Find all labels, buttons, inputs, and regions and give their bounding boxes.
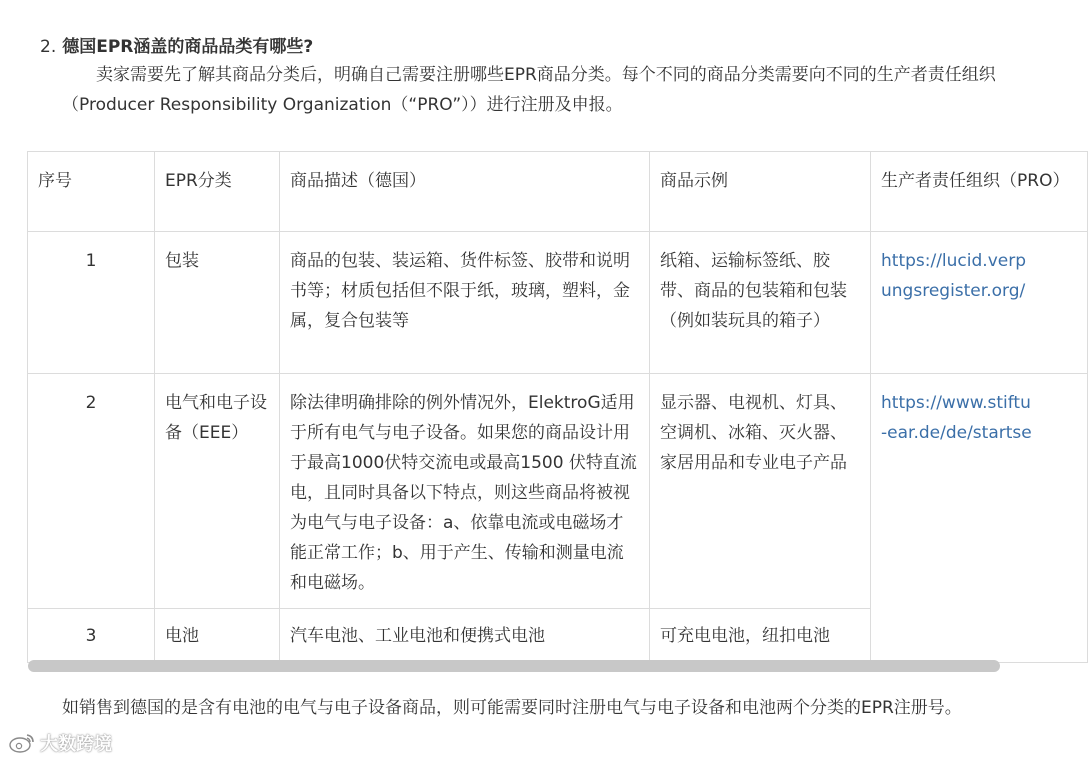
- header-cell-pro: 生产者责任组织（PRO）: [871, 152, 1088, 232]
- table-scroll-container[interactable]: [27, 151, 1070, 657]
- footer-note: 如销售到德国的是含有电池的电气与电子设备商品，则可能需要同时注册电气与电子设备和电池两个分类的EPR注册号。: [62, 698, 962, 718]
- row-examples: 显示器、电视机、灯具、空调机、冰箱、灭火器、家居用品和专业电子产品: [650, 374, 871, 609]
- brand-watermark: [8, 730, 112, 756]
- row-number: 2: [28, 374, 155, 609]
- row-examples: 纸箱、运输标签纸、胶带、商品的包装箱和包装（例如装玩具的箱子）: [650, 232, 871, 374]
- row-description: 汽车电池、工业电池和便携式电池: [280, 609, 650, 663]
- row-category: 包装: [155, 232, 280, 374]
- header-cell-examples: 商品示例: [650, 152, 871, 232]
- row-pro-link[interactable]: [871, 374, 1088, 663]
- row-description: 商品的包装、装运箱、货件标签、胶带和说明书等；材质包括但不限于纸，玻璃，塑料，金属，复合包装等: [280, 232, 650, 374]
- row-examples: 可充电电池，纽扣电池: [650, 609, 871, 663]
- horizontal-scrollbar[interactable]: [28, 660, 1000, 672]
- header-cell-no: 序号: [28, 152, 155, 232]
- row-number: 3: [28, 609, 155, 663]
- row-category: 电气和电子设备（EEE）: [155, 374, 280, 609]
- weibo-logo-icon: [8, 732, 36, 754]
- row-number: 1: [28, 232, 155, 374]
- section-heading: [40, 32, 313, 57]
- table-row: [28, 232, 1088, 374]
- pro-link-line[interactable]: -ear.de/de/startse: [881, 423, 1032, 443]
- table-header-row: [28, 152, 1088, 232]
- intro-paragraph: 卖家需要先了解其商品分类后，明确自己需要注册哪些EPR商品分类。每个不同的商品分类需要向不同的生产者责任组织（Producer Responsibility Organization（“PRO”））进行注册及申报。: [62, 65, 996, 115]
- header-cell-category: EPR分类: [155, 152, 280, 232]
- row-category: 电池: [155, 609, 280, 663]
- pro-link-line[interactable]: https://lucid.verp: [881, 251, 1026, 271]
- row-pro-link[interactable]: [871, 232, 1088, 374]
- section-title: 德国EPR涵盖的商品品类有哪些?: [62, 37, 314, 57]
- pro-link-line[interactable]: https://www.stiftu: [881, 393, 1031, 413]
- brand-name: 大数跨境: [40, 734, 112, 755]
- pro-link-line[interactable]: ungsregister.org/: [881, 281, 1026, 301]
- row-description: 除法律明确排除的例外情况外，ElektroG适用于所有电气与电子设备。如果您的商品设计用于最高1000伏特交流电或最高1500 伏特直流电，且同时具备以下特点，则这些商品将被视为电气与电子设备：a、依靠电流或电磁场才能正常工作；b、用于产生、传输和测量电流和电磁场。: [280, 374, 650, 609]
- section-number: 2.: [40, 37, 57, 57]
- table-row: [28, 374, 1088, 609]
- epr-category-table: [27, 151, 1088, 663]
- header-cell-description: 商品描述（德国）: [280, 152, 650, 232]
